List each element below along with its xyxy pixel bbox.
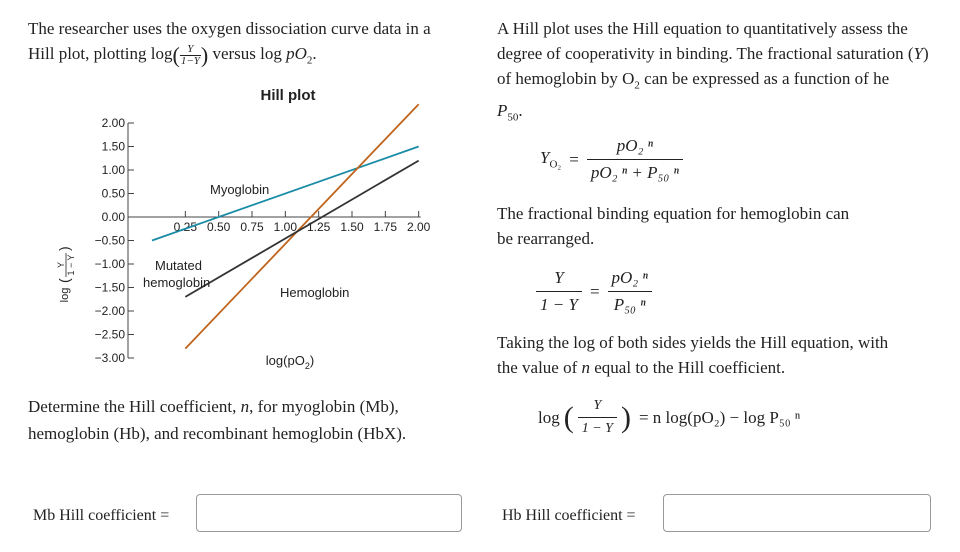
mutated-label-line2: hemoglobin (143, 275, 211, 290)
y-axis (95, 116, 134, 365)
x-axis (128, 211, 431, 234)
x-tick-label: 1.00 (273, 220, 298, 234)
hill-equation: log ( $\frac{Y}{1 - Y}$ ) = n log(pO₂) − log P₅₀ ⁿ (538, 398, 801, 436)
svg-text:log: log (59, 287, 71, 303)
y-tick-label: 2.00 (101, 116, 125, 130)
chart-labels (56, 182, 349, 371)
y-tick-label: −3.00 (94, 351, 125, 365)
y-tick-label: −1.00 (94, 257, 125, 271)
y-tick-label: −0.50 (94, 233, 125, 248)
y-tick-label: −1.50 (94, 280, 125, 295)
mb-hill-coefficient-input[interactable] (196, 494, 462, 532)
x-tick-label: 1.75 (373, 220, 398, 234)
hb-hill-coefficient-input[interactable] (663, 494, 931, 532)
intro-line1: The researcher uses the oxygen dissociation curve data in a (28, 19, 431, 38)
hill-equation-paragraph: Taking the log of both sides yields the Hill equation, with the value of n equal to the Hill coefficient. (497, 333, 889, 377)
y-tick-label: 0.50 (101, 186, 125, 201)
svg-text:): ) (56, 246, 72, 251)
question-text (28, 393, 468, 447)
intro-text (28, 16, 468, 73)
y-tick-label: −2.00 (94, 304, 125, 318)
mb-hill-coefficient-label: Mb Hill coefficient = (33, 507, 170, 524)
intro-line2: Hill plot, plotting log( $\frac{Y}{1-Y}$ ) versus $\log pO_2$. (28, 42, 317, 68)
y-tick-label: −2.50 (94, 327, 125, 342)
x-tick-label: 2.00 (406, 220, 431, 234)
hill-plot-chart (0, 75, 470, 380)
x-tick-label: 1.50 (340, 220, 364, 234)
x-tick-label: 0.25 (173, 220, 198, 234)
hb-hill-coefficient-label: Hb Hill coefficient = (502, 507, 636, 524)
svg-text:Y: Y (56, 261, 66, 269)
rearranged-paragraph: The fractional binding equation for hemoglobin can be rearranged. (497, 204, 850, 248)
question-line2: hemoglobin (Hb), and recombinant hemoglobin (HbX). (28, 424, 407, 443)
myoglobin-label: Myoglobin (210, 182, 270, 197)
question-line1: Determine the Hill coefficient, n, for myoglobin (Mb), (28, 397, 399, 416)
hemoglobin-label: Hemoglobin (280, 285, 350, 300)
svg-text:1 − Y: 1 − Y (66, 254, 76, 276)
y-axis-label (56, 246, 76, 302)
intro-fraction: $\frac{Y}{1-Y}$ (180, 42, 200, 67)
x-tick-label: 0.75 (240, 220, 264, 234)
hill-intro-paragraph: A Hill plot uses the Hill equation to quantitatively assess the degree of cooperativity in binding. The fractional saturation (Y) of hemoglobin by $O_2$ can be expressed as a function of he $P_{50}$. (497, 19, 929, 124)
x-tick-label: 1.25 (306, 220, 331, 234)
x-tick-label: 0.50 (206, 220, 231, 234)
x-axis-label: $\log(pO_2)$ (265, 353, 315, 371)
fractional-binding-equation: $Y_{O_2}$ = $\frac{\text{pO₂ ⁿ}}{\text{pO₂ ⁿ + P₅₀ ⁿ}}$ (540, 136, 683, 183)
svg-text:(: ( (56, 278, 72, 283)
y-tick-label: 1.00 (101, 163, 125, 177)
mutated-label-line1: Mutated (155, 258, 202, 273)
chart-title: Hill plot (260, 87, 316, 104)
y-tick-label: 1.50 (101, 139, 125, 154)
y-tick-label: 0.00 (101, 210, 125, 224)
rearranged-equation: $\frac{Y}{1 - Y}$ = $\frac{\text{pO₂ ⁿ}}{\text{P₅₀ ⁿ}}$ (536, 268, 652, 315)
eq1-fraction: $\frac{\text{pO₂ ⁿ}}{\text{pO₂ ⁿ + P₅₀ ⁿ}}$ (587, 136, 683, 183)
